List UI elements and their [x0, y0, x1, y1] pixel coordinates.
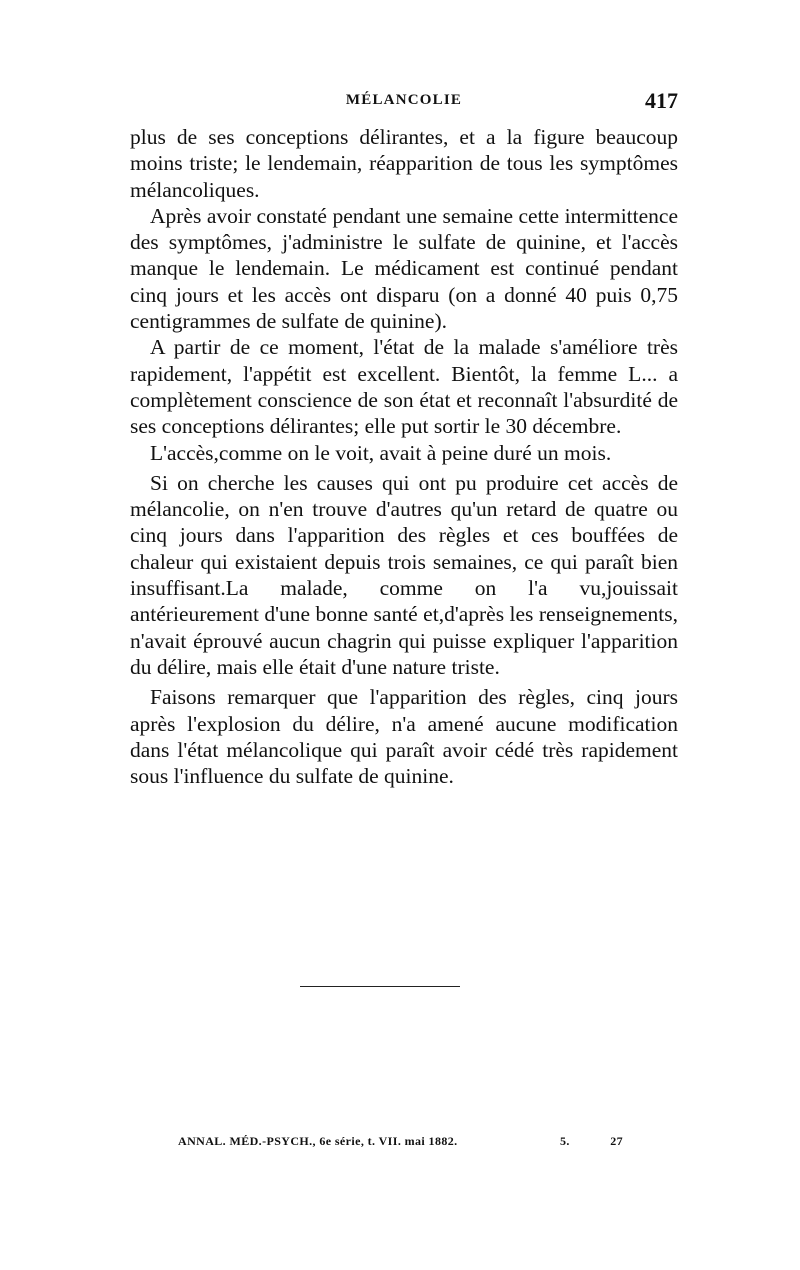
page-header: [130, 88, 678, 120]
paragraph: L'accès,comme on le voit, avait à peine duré un mois.: [150, 440, 612, 465]
paragraph: plus de ses conceptions délirantes, et a la figure beaucoup moins triste; le lendemain, réapparition de tous les symptômes mélancoliques.: [130, 125, 678, 202]
footer-signature-mark: 5.: [560, 1134, 570, 1148]
footer-citation: ANNAL. MÉD.-PSYCH., 6e série, t. VII. mai 1882.: [178, 1134, 458, 1148]
section-divider-rule: [300, 986, 460, 987]
paragraph: A partir de ce moment, l'état de la malade s'améliore très rapidement, l'appétit est excellent. Bientôt, la femme L... a complètement conscience de son état et reconnaît l'absurdité de ses conceptions délirantes; elle put sortir le 30 décembre.: [130, 335, 678, 439]
footer-sheet-number: 27: [610, 1134, 623, 1148]
running-head: MÉLANCOLIE: [345, 92, 463, 108]
page-footer: [178, 1134, 623, 1154]
paragraph: Si on cherche les causes qui ont pu produire cet accès de mélancolie, on n'en trouve d'autres qu'un retard de quatre ou cinq jours dans l'apparition des règles et ces bouffées de chaleur qui existaient depuis trois semaines, ce qui paraît bien insuffisant.La malade, comme on l'a vu,jouissait antérieurement d'une bonne santé et,d'après les renseignements, n'avait éprouvé aucun chagrin qui puisse expliquer l'apparition du délire, mais elle était d'une nature triste.: [130, 470, 678, 679]
page-number: 417: [645, 88, 678, 113]
body-text: [130, 124, 678, 789]
paragraph: Faisons remarquer que l'apparition des règles, cinq jours après l'explosion du délire, n'a amené aucune modification dans l'état mélancolique qui paraît avoir cédé très rapidement sous l'influence du sulfate de quinine.: [130, 685, 678, 789]
paragraph: Après avoir constaté pendant une semaine cette intermittence des symptômes, j'administre le sulfate de quinine, et l'accès manque le lendemain. Le médicament est continué pendant cinq jours et les accès ont disparu (on a donné 40 puis 0,75 centigrammes de sulfate de quinine).: [130, 203, 678, 334]
